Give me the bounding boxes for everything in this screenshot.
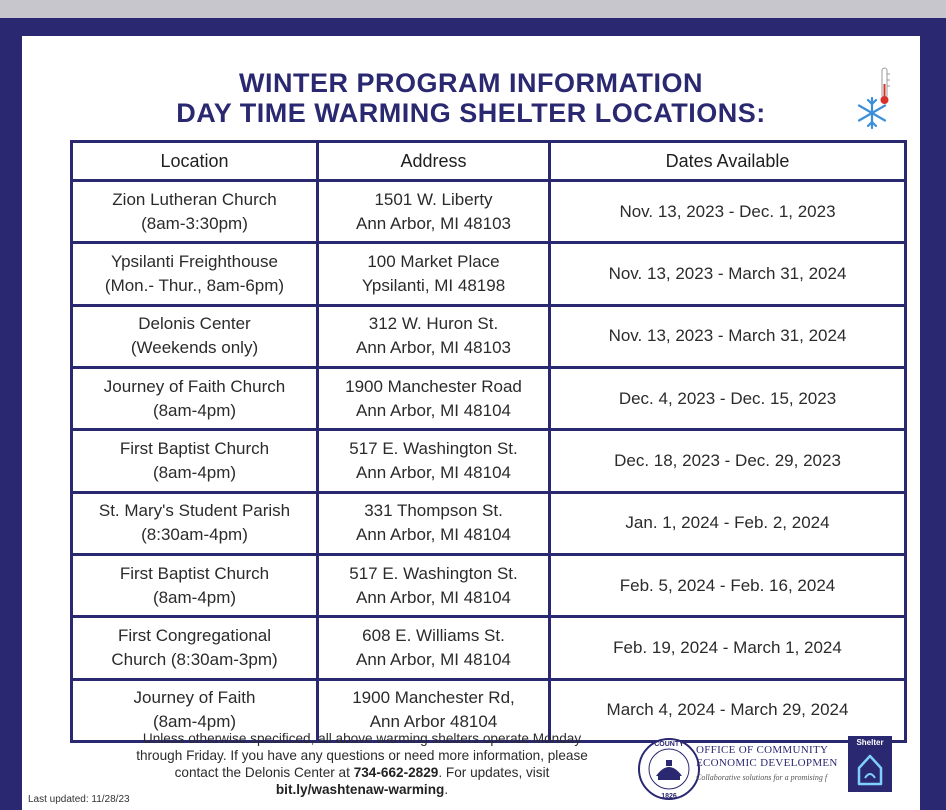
dates-cell-line: Jan. 1, 2024 - Feb. 2, 2024 [625,513,830,533]
address-cell [318,430,550,492]
last-updated: Last updated: 11/28/23 [28,794,130,805]
shelter-house-icon [856,752,884,786]
location-cell-line: (8:30am-4pm) [141,525,248,545]
address-cell [318,367,550,429]
address-cell-line: Ann Arbor, MI 48103 [356,338,511,358]
address-cell [318,554,550,616]
location-cell [72,554,318,616]
address-cell-line: 312 W. Huron St. [368,314,499,334]
address-cell-line: Ann Arbor, MI 48103 [356,213,511,233]
page-title [22,68,920,128]
dates-cell [550,617,906,679]
dates-cell [550,181,906,243]
table-row [72,492,906,554]
address-cell-line: 331 Thompson St. [364,501,503,521]
table-row [72,430,906,492]
shelter-table [70,140,907,743]
seal-year: 1826 [661,793,677,800]
column-header-dates: Dates Available [550,142,906,181]
address-cell-line: Ann Arbor, MI 48104 [356,525,511,545]
location-cell-line: Church (8:30am-3pm) [111,649,278,669]
footer-line-1: Unless otherwise specificed, all above warming shelters operate Monday [142,731,582,746]
shelter-logo [848,736,892,792]
table-row [72,243,906,305]
footer-line-4 [72,781,652,798]
footer-note [72,730,652,798]
location-cell-line: (8am-4pm) [152,712,237,732]
dates-cell-line: Dec. 4, 2023 - Dec. 15, 2023 [618,388,837,408]
address-cell [318,243,550,305]
location-cell [72,492,318,554]
location-cell [72,367,318,429]
title-line-1: WINTER PROGRAM INFORMATION [239,68,703,98]
location-cell-line: Journey of Faith [133,688,256,708]
address-cell [318,492,550,554]
table-row [72,181,906,243]
location-cell-line: Ypsilanti Freighthouse [111,251,278,271]
county-seal-icon [636,736,702,802]
location-cell-line: (Weekends only) [130,338,259,358]
dates-cell-line: Feb. 5, 2024 - Feb. 16, 2024 [619,575,836,595]
address-cell-line: 1900 Manchester Road [345,376,522,396]
footer-contact-text: contact the Delonis Center at [174,765,354,780]
footer-line-3 [72,764,652,781]
seal-top-text: COUNTY [654,741,684,748]
location-cell-line: Delonis Center [138,314,251,334]
location-cell-line: (Mon.- Thur., 8am-6pm) [104,275,285,295]
location-cell [72,305,318,367]
address-cell-line: Ann Arbor, MI 48104 [356,400,511,420]
address-cell-line: 517 E. Washington St. [349,563,518,583]
location-cell-line: First Baptist Church [119,438,270,458]
address-cell-line: 608 E. Williams St. [362,625,505,645]
link-period: . [444,782,449,797]
table-row [72,367,906,429]
location-cell-line: Zion Lutheran Church [112,189,277,209]
address-cell-line: Ann Arbor, MI 48104 [356,462,511,482]
table-header-row [72,142,906,181]
address-cell-line: 1501 W. Liberty [374,189,493,209]
location-cell-line: First Baptist Church [119,563,270,583]
address-cell [318,617,550,679]
dates-cell [550,367,906,429]
table-row [72,554,906,616]
office-tagline: Collaborative solutions for a promising f [696,773,828,782]
title-line-2: DAY TIME WARMING SHELTER LOCATIONS: [176,98,766,128]
dates-cell [550,554,906,616]
address-cell-line: Ann Arbor, MI 48104 [356,587,511,607]
location-cell-line: St. Mary's Student Parish [98,501,291,521]
address-cell [318,305,550,367]
dates-cell [550,305,906,367]
location-cell-line: Journey of Faith Church [103,376,286,396]
dates-cell-line: Dec. 18, 2023 - Dec. 29, 2023 [614,450,841,470]
dates-cell-line: Nov. 13, 2023 - March 31, 2024 [608,326,847,346]
shelter-label: Shelter [856,738,884,747]
table-row [72,305,906,367]
dates-cell-line: March 4, 2024 - March 29, 2024 [606,700,849,720]
phone-number: 734-662-2829 [353,765,439,780]
dates-cell-line: Nov. 13, 2023 - March 31, 2024 [608,263,847,283]
column-header-address: Address [318,142,550,181]
dates-cell-line: Feb. 19, 2024 - March 1, 2024 [613,637,842,657]
table-row [72,617,906,679]
location-cell [72,430,318,492]
dates-cell-line: Nov. 13, 2023 - Dec. 1, 2023 [619,201,836,221]
address-cell-line: Ypsilanti, MI 48198 [361,275,506,295]
dates-cell [550,243,906,305]
column-header-location: Location [72,142,318,181]
office-logo [696,744,846,782]
address-cell-line: 1900 Manchester Rd, [352,688,515,708]
address-cell-line: Ann Arbor 48104 [369,712,498,732]
location-cell [72,181,318,243]
dates-cell [550,430,906,492]
address-cell-line: 100 Market Place [367,251,500,271]
office-line-1: OFFICE OF COMMUNITY [696,744,829,756]
address-cell-line: 517 E. Washington St. [349,438,518,458]
address-cell-line: Ann Arbor, MI 48104 [356,649,511,669]
location-cell-line: (8am-3:30pm) [141,213,248,233]
location-cell-line: First Congregational [117,625,272,645]
snowflake-thermometer-icon [856,66,896,136]
navy-frame [0,18,946,810]
location-cell [72,243,318,305]
top-bar [0,0,946,18]
location-cell-line: (8am-4pm) [152,400,237,420]
location-cell [72,617,318,679]
update-link[interactable]: bit.ly/washtenaw-warming [275,782,445,797]
location-cell-line: (8am-4pm) [152,587,237,607]
footer-updates-text: . For updates, visit [438,765,550,780]
location-cell-line: (8am-4pm) [152,462,237,482]
footer-line-2: through Friday. If you have any questions or need more information, please [136,748,588,763]
office-line-2: ECONOMIC DEVELOPMEN [696,757,838,769]
flyer-card [22,36,920,810]
dates-cell [550,492,906,554]
address-cell [318,181,550,243]
